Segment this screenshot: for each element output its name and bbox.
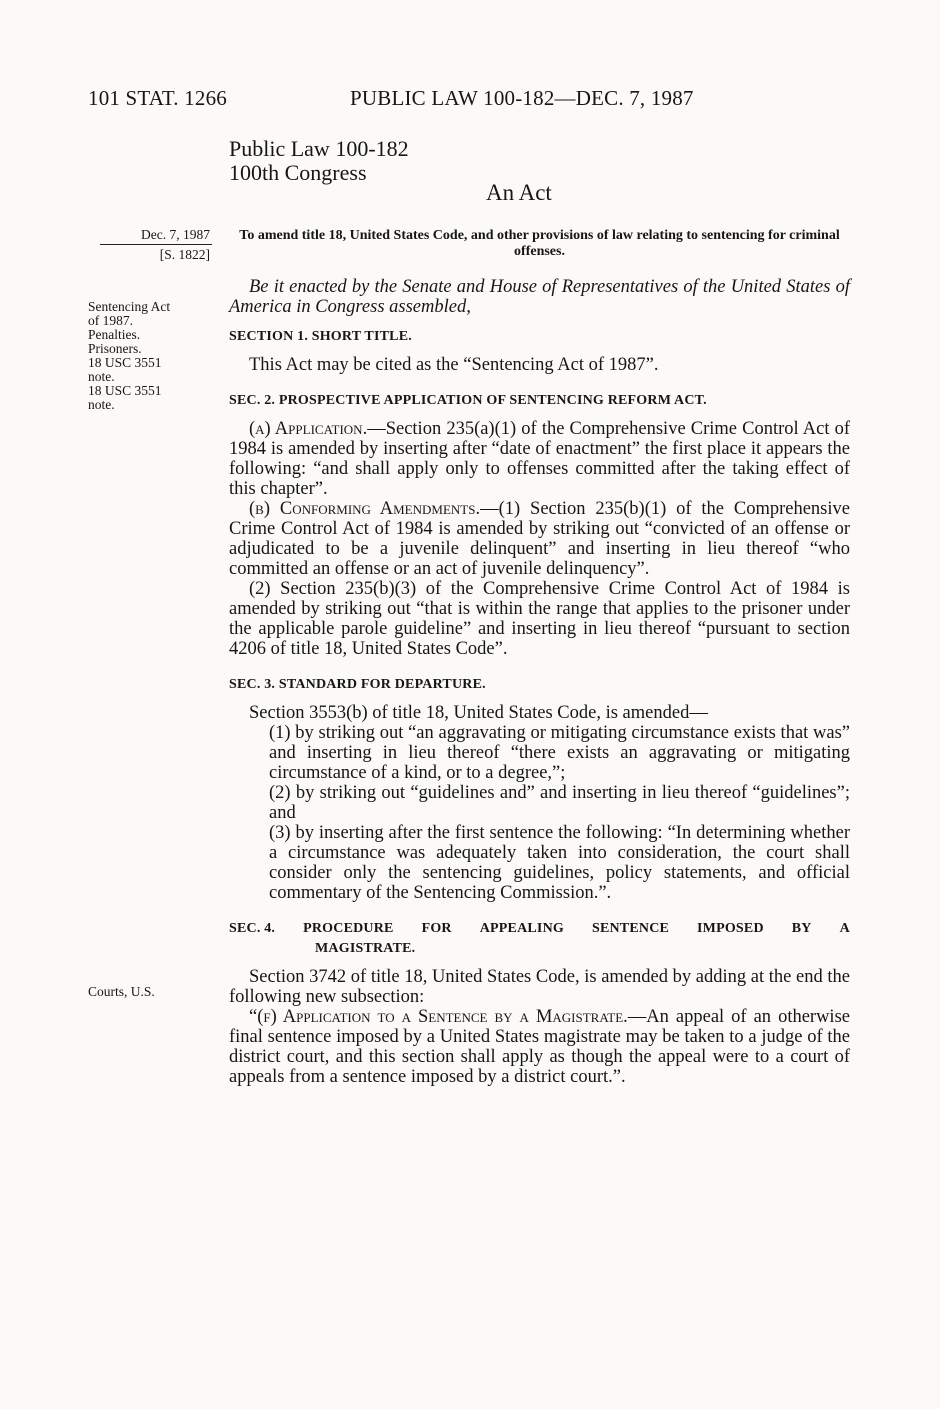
section-4-heading-word: PROCEDURE (303, 921, 394, 936)
act-title: An Act (486, 180, 552, 205)
section-4-heading-line2: MAGISTRATE. (315, 941, 416, 956)
section-4-heading-word: SENTENCE (591, 921, 670, 936)
margin-bill-number: [S. 1822] (159, 247, 210, 262)
margin-note: Penalties. (88, 327, 141, 342)
margin-note: note. (88, 369, 115, 384)
section-2a-label: (a) Application. (249, 419, 368, 439)
section-4-heading-word: IMPOSED (697, 921, 764, 936)
margin-note: of 1987. (88, 313, 133, 328)
margin-date: Dec. 7, 1987 (141, 227, 210, 242)
section-4-heading-word: BY (791, 921, 812, 936)
section-3-para-1: (1) by striking out “an aggravating or mitigating circumstance exists that was” and inserting in lieu thereof “there exists an aggravating or mitigating circumstance of a kind, or to a degree,”; (269, 723, 850, 783)
section-1-text: This Act may be cited as the “Sentencing Act of 1987”. (249, 355, 659, 375)
section-3-intro: Section 3553(b) of title 18, United States Code, is amended— (249, 703, 708, 723)
margin-note: 18 USC 3551 (88, 355, 162, 370)
section-4-heading-word: APPEALING (479, 921, 564, 936)
section-2b2-text: (2) Section 235(b)(3) of the Comprehensive Crime Control Act of 1984 is amended by striking out “that is within the range that applies to the prisoner under the applicable parole guideline” and inserting in lieu thereof “pursuant to section 4206 of title 18, United States Code”. (229, 579, 850, 659)
congress-number: 100th Congress (229, 160, 367, 185)
public-law-number: Public Law 100-182 (229, 136, 409, 161)
section-4f-text: —An appeal of an otherwise final sentence imposed by a United States magistrate may be taken to a judge of the district court, and this section shall apply as though the appeal were to a court of appeals from a sentence imposed by a district court.”. (229, 1007, 850, 1087)
act-body (229, 277, 850, 1087)
section-2b-text: —(1) Section 235(b)(1) of the Comprehensive Crime Control Act of 1984 is amended by striking out “convicted of an offense or adjudicated to be a juvenile delinquent” and inserting in lieu thereof “who committed an offense or an act of juvenile delinquency”. (229, 499, 850, 579)
section-4f (229, 1007, 850, 1087)
margin-note: note. (88, 397, 115, 412)
law-date-heading: PUBLIC LAW 100-182—DEC. 7, 1987 (350, 86, 694, 110)
margin-note: Sentencing Act (88, 299, 171, 314)
public-law-block (229, 137, 409, 185)
margin-note: 18 USC 3551 (88, 383, 162, 398)
margin-note: Prisoners. (88, 341, 142, 356)
section-2-heading: SEC. 2. PROSPECTIVE APPLICATION OF SENTENCING REFORM ACT. (229, 393, 707, 408)
section-3-para-3: (3) by inserting after the first sentence the following: “In determining whether a circumstance was adequately taken into consideration, the court shall consider only the sentencing guidelines, policy statements, and official commentary of the Sentencing Commission.”. (269, 823, 850, 903)
section-1-heading: SECTION 1. SHORT TITLE. (229, 329, 412, 344)
margin-date-block (100, 228, 210, 262)
stat-page-number: 101 STAT. 1266 (88, 86, 227, 110)
section-3-para-2: (2) by striking out “guidelines and” and inserting in lieu thereof “guidelines”; and (269, 783, 850, 823)
section-3-heading: SEC. 3. STANDARD FOR DEPARTURE. (229, 677, 486, 692)
act-purpose: To amend title 18, United States Code, and other provisions of law relating to sentencing for criminal offenses. (239, 228, 840, 259)
section-4-heading-word: FOR (421, 921, 452, 936)
section-2a (229, 419, 850, 499)
section-4f-label: “(f) Application to a Sentence by a Magistrate. (249, 1007, 628, 1027)
section-4-heading-word: A (839, 921, 850, 936)
margin-rule (100, 244, 212, 245)
section-4-intro: Section 3742 of title 18, United States Code, is amended by adding at the end the following new subsection: (229, 967, 850, 1007)
enacting-clause: Be it enacted by the Senate and House of Representatives of the United States of America in Congress assembled, (229, 277, 850, 317)
margin-courts-note: Courts, U.S. (88, 984, 155, 999)
margin-notes (88, 300, 170, 412)
section-2b-label: (b) Conforming Amendments. (249, 499, 481, 519)
section-4-label: SEC. 4. (229, 921, 276, 936)
section-4-heading (229, 919, 850, 959)
section-2b (229, 499, 850, 579)
section-2a-text: —Section 235(a)(1) of the Comprehensive Crime Control Act of 1984 is amended by inserting after “date of enactment” the first place it appears the following: “and shall apply only to offenses committed after the taking effect of this chapter”. (229, 419, 851, 499)
